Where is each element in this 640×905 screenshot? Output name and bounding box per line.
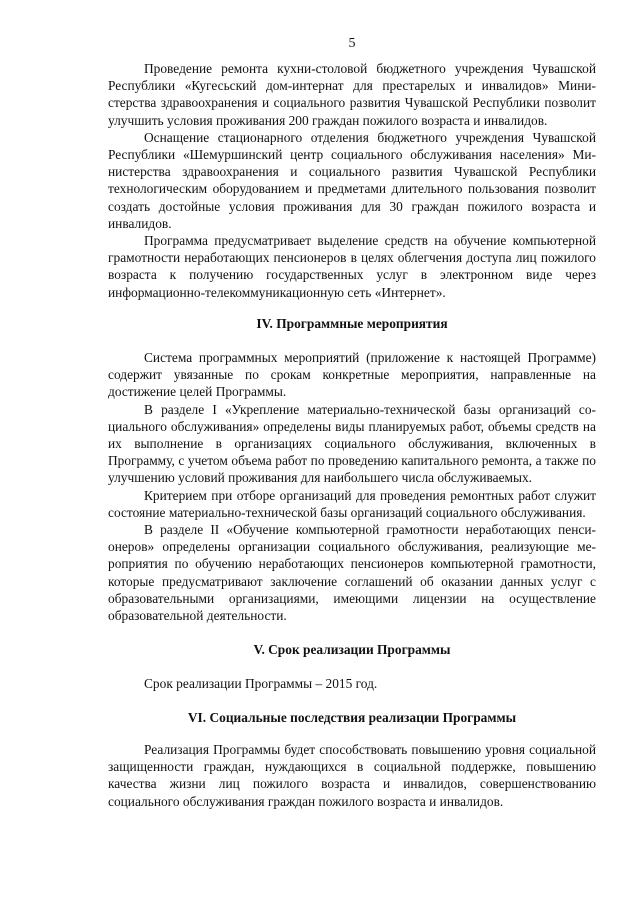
section-iv-paragraph-2: В разделе I «Укрепление материально-технической базы организаций социального обслуживания» определены виды планируемых работ, объемы средств на их выполнение в организациях социального обслуживания, включенных в Программу, с учетом объема работ по проведению капитального ремонта, а также по улучшению условий проживания для наибольшего числа обслуживаемых. <box>108 401 596 486</box>
section-v-heading: V. Срок реализации Программы <box>253 642 451 658</box>
paragraph-equipment: Оснащение стационарного отделения бюджетного учреждения Чувашской Республики «Шемуршинский центр социального обслуживания населения» Министерства здравоохранения и социального развития Чувашской Республики технологическим оборудованием и предметами длительного пользования позволит создать достойные условия проживания для 30 граждан пожилого возраста и инвалидов. <box>108 129 596 231</box>
section-iv-paragraph-1: Система программных мероприятий (приложение к настоящей Программе) содержит увязанные по срокам конкретные мероприятия, направленные на достижение целей Программы. <box>108 350 596 400</box>
paragraph-computer-training: Программа предусматривает выделение средств на обучение компьютерной грамотности неработающих пенсионеров в целях облегчения доступа лиц пожилого возраста к получению государственных услуг в электронном виде через информационно-телекоммуникационную сеть «Интернет». <box>108 233 596 300</box>
paragraph-kitchen-repair: Проведение ремонта кухни-столовой бюджетного учреждения Чувашской Республики «Кугесьский дом-интернат для престарелых и инвалидов» Министерства здравоохранения и социального развития Чувашской Республики позволит улучшить условия проживания 200 граждан пожилого возраста и инвалидов. <box>108 61 596 128</box>
page-number: 5 <box>348 36 356 51</box>
section-iv-paragraph-3: Критерием при отборе организаций для проведения ремонтных работ служит состояние материально-технической базы организаций социального обслуживания. <box>108 487 596 520</box>
section-vi-paragraph-1: Реализация Программы будет способствовать повышению уровня социальной защищенности граждан, нуждающихся в социальной поддержке, повышению качества жизни лиц пожилого возраста и инвалидов, совершенствованию социального обслуживания граждан пожилого возраста и инвалидов. <box>108 741 596 809</box>
section-vi-heading: VI. Социальные последствия реализации Программы <box>187 709 517 725</box>
section-iv-paragraph-4: В разделе II «Обучение компьютерной грамотности неработающих пенсионеров» определены организации социального обслуживания, реализующие мероприятия по обучению неработающих пенсионеров компьютерной грамотности, которые предусматривают заключение соглашений об оказании данных услуг с образовательными организациями, имеющими лицензии на осуществление образовательной деятельности. <box>108 522 596 624</box>
document-body <box>108 60 596 810</box>
section-iv-heading: IV. Программные мероприятия <box>256 315 448 331</box>
section-v-paragraph-1: Срок реализации Программы – 2015 год. <box>144 675 378 691</box>
